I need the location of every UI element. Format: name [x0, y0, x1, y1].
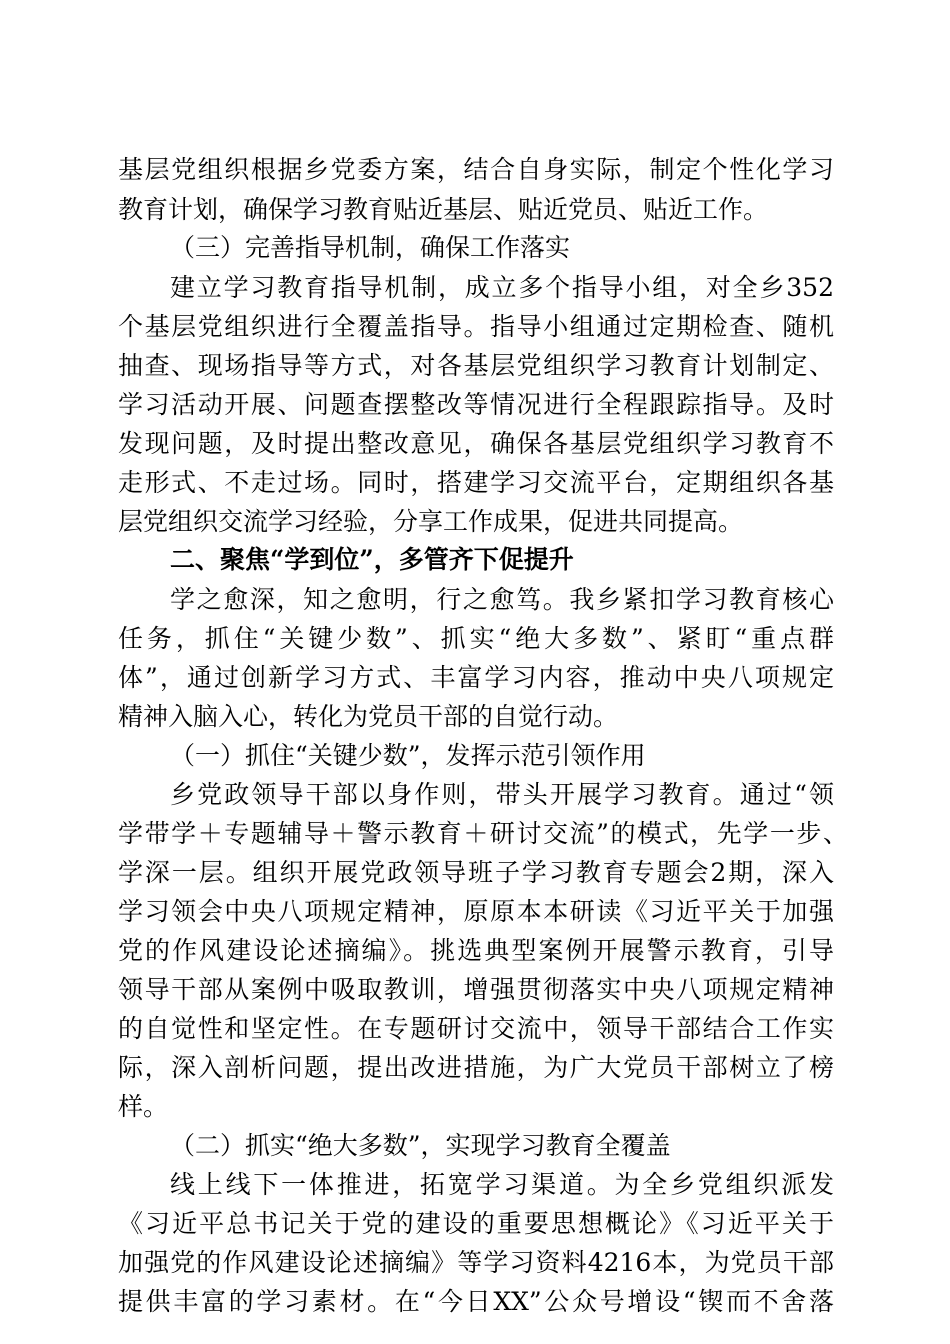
paragraph-line: 个基层党组织进行全覆盖指导。指导小组通过定期检查、随机 [118, 312, 834, 341]
paragraph-line: 精神入脑入心，转化为党员干部的自觉行动。 [118, 702, 619, 731]
paragraph-line: 乡党政领导干部以身作则，带头开展学习教育。通过“领 [170, 780, 834, 809]
paragraph-line: 抽查、现场指导等方式，对各基层党组织学习教育计划制定、 [118, 351, 834, 380]
section-subheading: （三）完善指导机制，确保工作落实 [170, 233, 571, 262]
paragraph-line: 际，深入剖析问题，提出改进措施，为广大党员干部树立了榜 [118, 1053, 834, 1082]
paragraph-line: 领导干部从案例中吸取教训，增强贯彻落实中央八项规定精神 [118, 975, 834, 1004]
paragraph-line: 教育计划，确保学习教育贴近基层、贴近党员、贴近工作。 [118, 195, 769, 224]
section-heading: 二、聚焦“学到位”，多管齐下促提升 [170, 545, 574, 574]
paragraph-line: 学习领会中央八项规定精神，原原本本研读《习近平关于加强 [118, 897, 834, 926]
paragraph-line: 学习活动开展、问题查摆整改等情况进行全程跟踪指导。及时 [118, 390, 834, 419]
section-subheading: （二）抓实“绝大多数”，实现学习教育全覆盖 [170, 1131, 671, 1160]
paragraph-line: 《习近平总书记关于党的建设的重要思想概论》《习近平关于 [118, 1209, 834, 1238]
paragraph-line: 学带学＋专题辅导＋警示教育＋研讨交流”的模式，先学一步、 [118, 819, 848, 848]
paragraph-line: 线上线下一体推进，拓宽学习渠道。为全乡党组织派发 [170, 1170, 834, 1199]
paragraph-line: 加强党的作风建设论述摘编》等学习资料4216本，为党员干部 [118, 1248, 834, 1277]
paragraph-line: 走形式、不走过场。同时，搭建学习交流平台，定期组织各基 [118, 468, 834, 497]
paragraph-line: 体”，通过创新学习方式、丰富学习内容，推动中央八项规定 [118, 663, 834, 692]
paragraph-line: 发现问题，及时提出整改意见，确保各基层党组织学习教育不 [118, 429, 834, 458]
paragraph-line: 提供丰富的学习素材。在“今日XX”公众号增设“锲而不舍落 [118, 1287, 834, 1316]
paragraph-line: 建立学习教育指导机制，成立多个指导小组，对全乡352 [170, 273, 834, 302]
paragraph-line: 学深一层。组织开展党政领导班子学习教育专题会2期，深入 [118, 858, 834, 887]
paragraph-line: 基层党组织根据乡党委方案，结合自身实际，制定个性化学习 [118, 155, 834, 184]
paragraph-line: 样。 [118, 1092, 169, 1121]
paragraph-line: 党的作风建设论述摘编》。挑选典型案例开展警示教育，引导 [118, 936, 834, 965]
section-subheading: （一）抓住“关键少数”，发挥示范引领作用 [170, 741, 646, 770]
paragraph-line: 学之愈深，知之愈明，行之愈笃。我乡紧扣学习教育核心 [170, 585, 834, 614]
paragraph-line: 的自觉性和坚定性。在专题研讨交流中，领导干部结合工作实 [118, 1014, 834, 1043]
paragraph-line: 层党组织交流学习经验，分享工作成果，促进共同提高。 [118, 507, 744, 536]
paragraph-line: 任务，抓住“关键少数”、抓实“绝大多数”、紧盯“重点群 [118, 624, 834, 653]
